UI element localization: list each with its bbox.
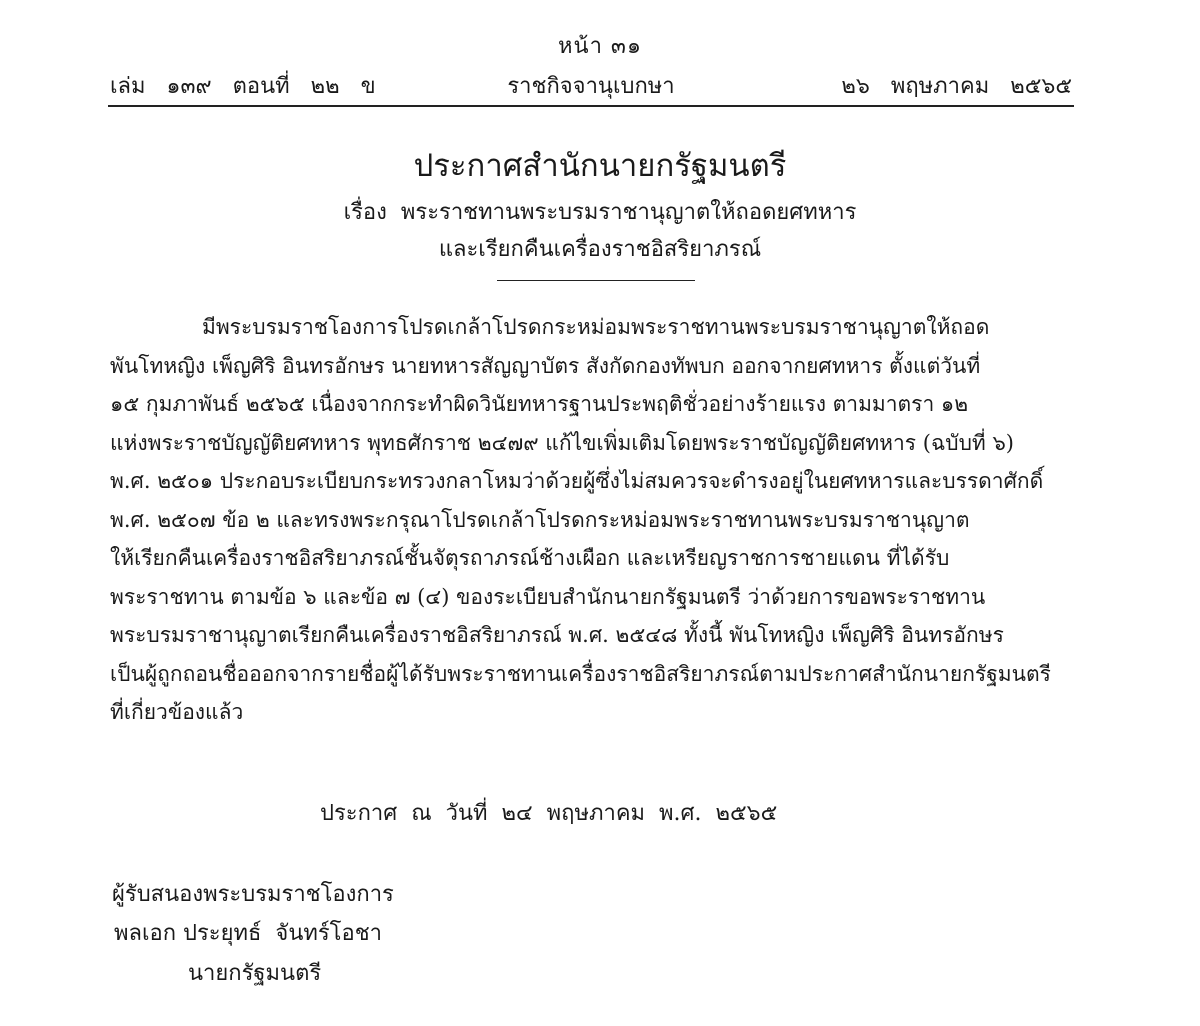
- body-line: พ.ศ. ๒๕๐๗ ข้อ ๒ และทรงพระกรุณาโปรดเกล้าโปรดกระหม่อมพระราชทานพระบรมราชานุญาต: [110, 507, 970, 532]
- volume-issue: เล่ม ๑๓๙ ตอนที่ ๒๒ ข: [110, 74, 376, 99]
- body-line: พระราชทาน ตามข้อ ๖ และข้อ ๗ (๔) ของระเบียบสำนักนายกรัฐมนตรี ว่าด้วยการขอพระราชทาน: [110, 584, 986, 609]
- title-divider: [497, 280, 695, 281]
- body-line: ที่เกี่ยวข้องแล้ว: [110, 700, 244, 724]
- body-line: พ.ศ. ๒๕๐๑ ประกอบระเบียบกระทรวงกลาโหมว่าด้วยผู้ซึ่งไม่สมควรจะดำรงอยู่ในยศทหารและบรรดาศักดิ์: [110, 469, 1044, 493]
- countersign-label: ผู้รับสนองพระบรมราชโองการ: [112, 882, 394, 907]
- subject-line-2: และเรียกคืนเครื่องราชอิสริยาภรณ์: [438, 237, 762, 262]
- header-divider: [108, 105, 1074, 107]
- signatory-title: นายกรัฐมนตรี: [188, 961, 322, 986]
- announcement-date: ประกาศ ณ วันที่ ๒๔ พฤษภาคม พ.ศ. ๒๕๖๕: [320, 801, 778, 826]
- body-line: พระบรมราชานุญาตเรียกคืนเครื่องราชอิสริยาภรณ์ พ.ศ. ๒๕๔๘ ทั้งนี้ พันโทหญิง เพ็ญศิริ อินทรอักษร: [110, 623, 1004, 647]
- body-line: แห่งพระราชบัญญัติยศทหาร พุทธศักราช ๒๔๗๙ แก้ไขเพิ่มเติมโดยพระราชบัญญัติยศทหาร (ฉบับที่ ๖): [110, 430, 1014, 455]
- signatory-name: พลเอก ประยุทธ์ จันทร์โอชา: [114, 921, 382, 946]
- body-line: มีพระบรมราชโองการโปรดเกล้าโปรดกระหม่อมพระราชทานพระบรมราชานุญาตให้ถอด: [202, 315, 990, 339]
- body-line: เป็นผู้ถูกถอนชื่อออกจากรายชื่อผู้ได้รับพระราชทานเครื่องราชอิสริยาภรณ์ตามประกาศสำนักนายกรัฐมนตรี: [110, 661, 1051, 686]
- gazette-name: ราชกิจจานุเบกษา: [507, 74, 675, 99]
- page-number: หน้า ๓๑: [558, 34, 642, 59]
- document-title: ประกาศสำนักนายกรัฐมนตรี: [413, 148, 787, 184]
- body-line: ให้เรียกคืนเครื่องราชอิสริยาภรณ์ชั้นจัตุรถาภรณ์ช้างเผือก และเหรียญราชการชายแดน ที่ได้รับ: [110, 546, 950, 570]
- publication-date: ๒๖ พฤษภาคม ๒๕๖๕: [841, 74, 1072, 99]
- body-line: ๑๕ กุมภาพันธ์ ๒๕๖๕ เนื่องจากกระทำผิดวินัยทหารฐานประพฤติชั่วอย่างร้ายแรง ตามมาตรา ๑๒: [110, 392, 969, 416]
- subject-line-1: เรื่อง พระราชทานพระบรมราชานุญาตให้ถอดยศทหาร: [343, 200, 857, 225]
- body-paragraph: [110, 308, 1072, 732]
- body-line: พันโทหญิง เพ็ญศิริ อินทรอักษร นายทหารสัญญาบัตร สังกัดกองทัพบก ออกจากยศทหาร ตั้งแต่วันที่: [110, 353, 981, 378]
- gazette-header: [110, 68, 1072, 102]
